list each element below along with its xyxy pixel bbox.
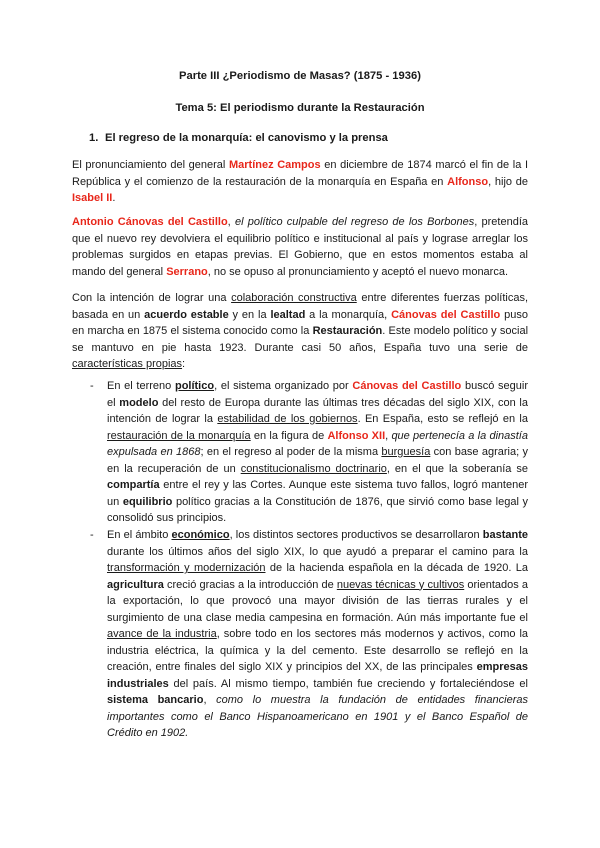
bold-text: sistema bancario	[107, 694, 204, 706]
list-item-politico	[107, 378, 528, 527]
text: , hijo de	[488, 175, 528, 188]
text: y en la	[228, 308, 271, 321]
list-bullet: -	[90, 529, 94, 541]
bold-text: Restauración	[312, 325, 383, 337]
underlined-text: estabilidad de los gobiernos	[217, 413, 358, 425]
bold-text: equilibrio	[122, 495, 173, 508]
text: durante los últimos años del siglo XIX, lo que ayudó a preparar el camino para la	[107, 545, 528, 558]
text: , los distintos sectores productivos se desarrollaron	[229, 529, 483, 541]
text: buscó seguir el	[107, 380, 528, 409]
text: , no se opuso al pronunciamiento y aceptó el nuevo monarca.	[207, 265, 509, 278]
text: a la monarquía,	[305, 308, 392, 321]
bold-text: compartía	[107, 479, 160, 491]
highlight-name: Serrano	[166, 265, 208, 278]
text: entre el rey y las Cortes. Aunque este sistema tuvo fallos, logró mantener un	[107, 479, 528, 508]
text: :	[182, 358, 186, 370]
bold-underlined-text: económico	[171, 529, 230, 541]
underlined-text: nuevas técnicas y cultivos	[336, 578, 465, 591]
highlight-name: Antonio Cánovas del Castillo	[72, 216, 228, 228]
list-item-economico	[107, 527, 528, 742]
highlight-name: Alfonso XII	[327, 429, 386, 442]
text: El pronunciamiento del general	[72, 159, 229, 171]
bold-text: agricultura	[107, 578, 164, 591]
underlined-text: transformación y modernización	[107, 562, 266, 574]
italic-text: como lo muestra la fundación de entidades financieras importantes como el Banco Hispanoamericano en 1901 y el Banco Español de Crédito en 1902.	[107, 694, 528, 739]
text: en la figura de	[250, 429, 328, 442]
text: En el ámbito	[107, 529, 172, 541]
text: En el terreno	[107, 380, 175, 392]
underlined-text: constitucionalismo doctrinario	[240, 462, 387, 475]
section-title: El regreso de la monarquía: el canovismo y la prensa	[105, 132, 388, 144]
underlined-text: restauración de la monarquía	[107, 429, 251, 442]
bold-text: modelo	[119, 396, 159, 409]
italic-text: que pertenecía a la dinastía expulsada en 1868	[107, 429, 528, 458]
underlined-text: avance de la industria	[107, 628, 217, 640]
paragraph-2	[72, 214, 528, 280]
section-number: 1.	[89, 132, 99, 144]
text: , el sistema organizado por	[214, 380, 353, 392]
highlight-name: Alfonso	[447, 175, 489, 188]
paragraph-1	[72, 157, 528, 207]
text: creció gracias a la introducción de	[163, 578, 337, 591]
text: puso en marcha en 1875 el sistema conocido como la	[72, 308, 528, 337]
highlight-name: Isabel II	[72, 192, 113, 204]
text: del resto de Europa durante las últimas tres décadas del siglo XIX, con la intención de lograr la	[107, 396, 528, 425]
text: ,	[227, 216, 235, 228]
bold-text: bastante	[482, 529, 529, 541]
underlined-text: características propias	[72, 358, 183, 370]
text: político gracias a la Constitución de 1876, que sirvió como base legal y consolidó sus principios.	[107, 495, 528, 524]
highlight-name: Cánovas del Castillo	[391, 308, 501, 321]
text: . Este modelo político y social se mantuvo en pie hasta 1923. Durante casi 50 años, España tuvo una serie de	[72, 325, 529, 354]
bold-text: empresas industriales	[107, 661, 528, 690]
text: , pretendía que el nuevo rey devolviera el equilibrio político e institucional al país y lograse arreglar los problemas surgidos en etapas previas. El Gobierno, que en estos momentos estaba al mando del general	[72, 216, 528, 278]
list-bullet: -	[90, 380, 94, 392]
underlined-text: colaboración constructiva	[231, 292, 357, 304]
highlight-name: Martínez Campos	[228, 159, 321, 171]
text: . En España, esto se reflejó en la	[357, 413, 528, 425]
text: del país. Al mismo tiempo, también fue creciendo y fortaleciéndose el	[168, 677, 528, 690]
italic-text: el político culpable del regreso de los Borbones	[234, 216, 475, 228]
text: entre diferentes fuerzas políticas, basada en un	[72, 292, 529, 321]
text: ,	[385, 429, 392, 442]
part-title: Parte III ¿Periodismo de Masas? (1875 - 1936)	[179, 70, 421, 82]
bold-text: lealtad	[270, 308, 306, 321]
text: en diciembre de 1874 marcó el fin de la I República y el comienzo de la restauración de la monarquía en España en	[72, 159, 529, 188]
underlined-text: burguesía	[381, 446, 431, 458]
text: , en el que la soberanía se	[386, 462, 528, 475]
text: ; en el regreso al poder de la misma	[200, 446, 382, 458]
text: .	[112, 192, 116, 204]
text: Con la intención de lograr una	[72, 292, 232, 304]
text: ,	[203, 694, 217, 706]
section-heading	[89, 132, 388, 144]
text: con base agraria; y en la recuperación de un	[107, 446, 528, 475]
highlight-name: Cánovas del Castillo	[352, 380, 462, 392]
paragraph-3	[72, 290, 528, 373]
text: de la hacienda española en la década de 1920. La	[265, 562, 528, 574]
bold-underlined-text: político	[174, 380, 215, 392]
bold-text: acuerdo estable	[144, 308, 229, 321]
tema-title: Tema 5: El periodismo durante la Restauración	[175, 102, 425, 114]
text: orientados a la exportación, lo que provocó una mayor división de las tierras rurales y el surgimiento de una clase media campesina en formación. Aún más importante fue el	[107, 578, 528, 624]
text: , sobre todo en los sectores más modernos y activos, como la industria eléctrica, la química y la del cemento. Este desarrollo se reflejó en la creación, entre finales del siglo XIX y principios del XX, de las principales	[107, 628, 529, 673]
